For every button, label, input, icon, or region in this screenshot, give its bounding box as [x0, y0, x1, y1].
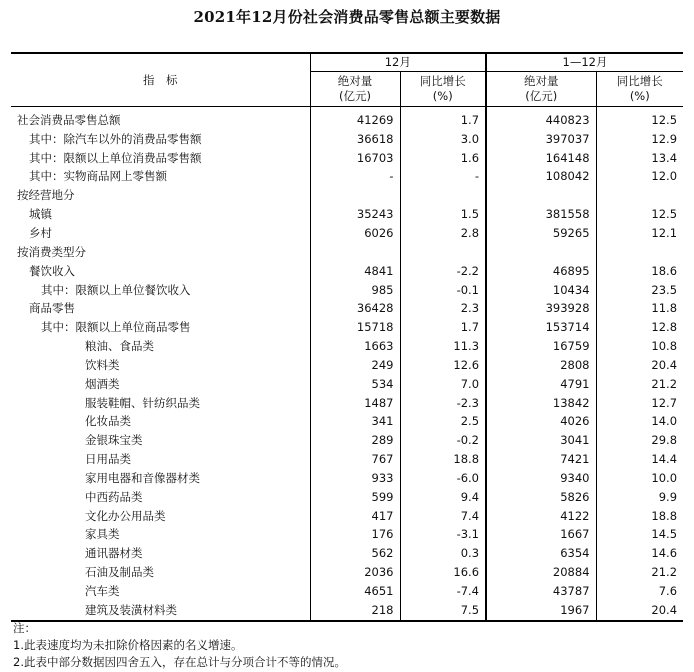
cell-ytd-growth: 10.0 [596, 469, 683, 488]
cell-ytd-absolute [486, 243, 596, 262]
table-row [11, 168, 683, 187]
table-row [11, 413, 683, 432]
row-label: 烟酒类 [85, 376, 120, 391]
table-row [11, 318, 683, 337]
cell-ytd-absolute: 381558 [486, 205, 596, 224]
row-label: 中西药品类 [85, 489, 143, 504]
cell-ytd-growth: 11.8 [596, 299, 683, 318]
row-label: 家具类 [85, 527, 120, 542]
table-row [11, 450, 683, 469]
cell-dec-absolute: 599 [310, 488, 400, 507]
table-row [11, 544, 683, 563]
cell-dec-growth [400, 186, 486, 205]
cell-dec-absolute: 4651 [310, 582, 400, 601]
cell-dec-growth: -3.1 [400, 526, 486, 545]
header-abs-label: 绝对量 [524, 74, 559, 88]
cell-dec-absolute: 1487 [310, 394, 400, 413]
footnote-2: 2.此表中部分数据因四舍五入，存在总计与分项合计不等的情况。 [13, 655, 346, 669]
cell-dec-growth: 2.3 [400, 299, 486, 318]
cell-ytd-absolute: 46895 [486, 262, 596, 281]
table-row [11, 507, 683, 526]
row-label: 其中：限额以上单位商品零售 [41, 320, 191, 335]
cell-ytd-absolute: 59265 [486, 224, 596, 243]
table-row [11, 582, 683, 601]
cell-dec-growth: 7.4 [400, 507, 486, 526]
cell-ytd-absolute: 4791 [486, 375, 596, 394]
cell-dec-growth: 1.7 [400, 318, 486, 337]
header-indicator: 指 标 [11, 53, 310, 107]
header-yoy-unit: (%) [629, 89, 650, 103]
cell-dec-growth: 1.7 [400, 107, 486, 130]
cell-ytd-growth: 12.0 [596, 168, 683, 187]
retail-sales-table [11, 52, 683, 622]
cell-ytd-absolute: 13842 [486, 394, 596, 413]
cell-ytd-growth: 14.4 [596, 450, 683, 469]
cell-ytd-growth: 14.5 [596, 526, 683, 545]
cell-dec-absolute: 534 [310, 375, 400, 394]
cell-dec-absolute: 985 [310, 281, 400, 300]
cell-ytd-absolute: 5826 [486, 488, 596, 507]
table-row [11, 262, 683, 281]
table-row [11, 130, 683, 149]
table-row [11, 337, 683, 356]
row-label: 其中：限额以上单位消费品零售额 [29, 150, 202, 165]
row-label: 日用品类 [85, 452, 131, 467]
cell-ytd-absolute: 4026 [486, 413, 596, 432]
cell-dec-absolute: - [310, 168, 400, 187]
cell-dec-absolute: 249 [310, 356, 400, 375]
row-label: 餐饮收入 [29, 263, 75, 278]
cell-dec-absolute: 15718 [310, 318, 400, 337]
table-row [11, 563, 683, 582]
header-dec-absolute [310, 72, 400, 107]
cell-dec-growth: 0.3 [400, 544, 486, 563]
cell-ytd-growth [596, 186, 683, 205]
cell-dec-growth: 12.6 [400, 356, 486, 375]
footnote-heading: 注： [13, 621, 36, 635]
header-ytd-growth [596, 72, 683, 107]
cell-ytd-growth: 29.8 [596, 431, 683, 450]
header-dec-growth [400, 72, 486, 107]
cell-dec-absolute: 176 [310, 526, 400, 545]
cell-dec-absolute: 767 [310, 450, 400, 469]
row-label: 服装鞋帽、针纺织品类 [85, 395, 200, 410]
row-label: 汽车类 [85, 584, 120, 599]
cell-dec-growth: 3.0 [400, 130, 486, 149]
header-abs-unit: (亿元) [339, 89, 371, 103]
cell-ytd-growth: 21.2 [596, 563, 683, 582]
cell-dec-absolute: 6026 [310, 224, 400, 243]
cell-ytd-absolute: 2808 [486, 356, 596, 375]
footnotes [13, 620, 683, 671]
row-label: 社会消费品零售总额 [17, 112, 121, 127]
row-label: 乡村 [29, 225, 52, 240]
cell-ytd-absolute: 20884 [486, 563, 596, 582]
row-label: 其中：实物商品网上零售额 [29, 169, 167, 184]
cell-dec-growth: 7.5 [400, 601, 486, 621]
cell-ytd-absolute: 43787 [486, 582, 596, 601]
cell-ytd-growth: 21.2 [596, 375, 683, 394]
cell-dec-growth: 7.0 [400, 375, 486, 394]
cell-ytd-absolute: 153714 [486, 318, 596, 337]
cell-ytd-growth: 12.5 [596, 205, 683, 224]
cell-dec-growth: -7.4 [400, 582, 486, 601]
row-label: 其中：除汽车以外的消费品零售额 [29, 131, 202, 146]
cell-dec-absolute: 218 [310, 601, 400, 621]
table-row [11, 224, 683, 243]
cell-ytd-growth: 18.6 [596, 262, 683, 281]
cell-dec-growth: -0.2 [400, 431, 486, 450]
row-label: 饮料类 [85, 357, 120, 372]
cell-dec-growth: -0.1 [400, 281, 486, 300]
cell-dec-absolute: 16703 [310, 149, 400, 168]
row-label: 粮油、食品类 [85, 339, 154, 354]
cell-ytd-growth: 7.6 [596, 582, 683, 601]
row-label: 通讯器材类 [85, 546, 143, 561]
cell-ytd-growth [596, 243, 683, 262]
cell-ytd-absolute: 1667 [486, 526, 596, 545]
cell-dec-growth: 16.6 [400, 563, 486, 582]
table-row [11, 488, 683, 507]
cell-ytd-absolute: 16759 [486, 337, 596, 356]
header-abs-label: 绝对量 [337, 74, 373, 88]
table-row [11, 299, 683, 318]
cell-ytd-growth: 10.8 [596, 337, 683, 356]
row-label: 化妆品类 [85, 414, 131, 429]
cell-ytd-growth: 12.9 [596, 130, 683, 149]
cell-dec-growth: 2.5 [400, 413, 486, 432]
header-yoy-unit: (%) [432, 89, 453, 103]
row-label: 家用电器和音像器材类 [85, 470, 200, 485]
cell-dec-growth: -2.3 [400, 394, 486, 413]
row-label: 其中：限额以上单位餐饮收入 [41, 282, 191, 297]
row-label: 建筑及装潢材料类 [11, 601, 310, 621]
cell-dec-growth: 1.6 [400, 149, 486, 168]
cell-dec-absolute: 35243 [310, 205, 400, 224]
table-row [11, 186, 683, 205]
cell-ytd-absolute [486, 186, 596, 205]
row-label: 商品零售 [29, 301, 75, 316]
cell-dec-absolute: 417 [310, 507, 400, 526]
cell-ytd-absolute: 3041 [486, 431, 596, 450]
section-label: 按经营地分 [17, 188, 75, 203]
page-title: 2021年12月份社会消费品零售总额主要数据 [193, 8, 501, 26]
cell-dec-absolute: 1663 [310, 337, 400, 356]
cell-ytd-absolute: 9340 [486, 469, 596, 488]
cell-dec-absolute: 36428 [310, 299, 400, 318]
cell-ytd-absolute: 397037 [486, 130, 596, 149]
row-label: 金银珠宝类 [85, 433, 143, 448]
section-label: 按消费类型分 [17, 244, 86, 259]
cell-ytd-growth: 12.5 [596, 107, 683, 130]
table-row [11, 205, 683, 224]
cell-dec-growth: -6.0 [400, 469, 486, 488]
table-row [11, 149, 683, 168]
cell-dec-absolute: 289 [310, 431, 400, 450]
cell-dec-absolute [310, 186, 400, 205]
cell-ytd-absolute: 1967 [486, 601, 596, 621]
table-row [11, 281, 683, 300]
cell-dec-absolute: 562 [310, 544, 400, 563]
row-label: 文化办公用品类 [85, 508, 166, 523]
row-label: 城镇 [29, 207, 52, 222]
cell-dec-growth: - [400, 168, 486, 187]
cell-dec-absolute: 41269 [310, 107, 400, 130]
header-group-year-to-date: 1—12月 [486, 53, 683, 72]
cell-dec-absolute [310, 243, 400, 262]
cell-ytd-absolute: 10434 [486, 281, 596, 300]
cell-dec-growth: -2.2 [400, 262, 486, 281]
cell-ytd-growth: 20.4 [596, 356, 683, 375]
cell-dec-absolute: 36618 [310, 130, 400, 149]
cell-ytd-absolute: 440823 [486, 107, 596, 130]
cell-ytd-growth: 12.7 [596, 394, 683, 413]
header-yoy-label: 同比增长 [616, 74, 663, 88]
cell-dec-growth [400, 243, 486, 262]
table-row [11, 431, 683, 450]
cell-dec-absolute: 933 [310, 469, 400, 488]
header-yoy-label: 同比增长 [419, 74, 466, 88]
cell-dec-growth: 9.4 [400, 488, 486, 507]
cell-ytd-growth: 12.1 [596, 224, 683, 243]
cell-dec-growth: 1.5 [400, 205, 486, 224]
cell-ytd-absolute: 108042 [486, 168, 596, 187]
cell-dec-growth: 11.3 [400, 337, 486, 356]
cell-ytd-absolute: 393928 [486, 299, 596, 318]
cell-dec-growth: 18.8 [400, 450, 486, 469]
cell-dec-absolute: 2036 [310, 563, 400, 582]
header-ytd-absolute [486, 72, 596, 107]
cell-ytd-growth: 12.8 [596, 318, 683, 337]
cell-ytd-growth: 20.4 [596, 601, 683, 621]
cell-ytd-growth: 18.8 [596, 507, 683, 526]
cell-ytd-absolute: 7421 [486, 450, 596, 469]
row-label: 石油及制品类 [85, 565, 154, 580]
cell-dec-absolute: 4841 [310, 262, 400, 281]
table-body [11, 107, 683, 621]
cell-ytd-growth: 14.0 [596, 413, 683, 432]
header-group-december: 12月 [310, 53, 486, 72]
table-row [11, 356, 683, 375]
table-row [11, 107, 683, 130]
cell-ytd-growth: 9.9 [596, 488, 683, 507]
header-abs-unit: (亿元) [525, 89, 558, 103]
table-row [11, 394, 683, 413]
cell-ytd-absolute: 4122 [486, 507, 596, 526]
cell-ytd-absolute: 6354 [486, 544, 596, 563]
cell-dec-growth: 2.8 [400, 224, 486, 243]
cell-ytd-absolute: 164148 [486, 149, 596, 168]
table-row [11, 526, 683, 545]
cell-ytd-growth: 14.6 [596, 544, 683, 563]
footnote-1: 1.此表速度均为未扣除价格因素的名义增速。 [13, 638, 243, 652]
cell-dec-absolute: 341 [310, 413, 400, 432]
cell-ytd-growth: 13.4 [596, 149, 683, 168]
table-row [11, 243, 683, 262]
cell-ytd-growth: 23.5 [596, 281, 683, 300]
table-row [11, 469, 683, 488]
table-row [11, 375, 683, 394]
table-row [11, 601, 683, 621]
